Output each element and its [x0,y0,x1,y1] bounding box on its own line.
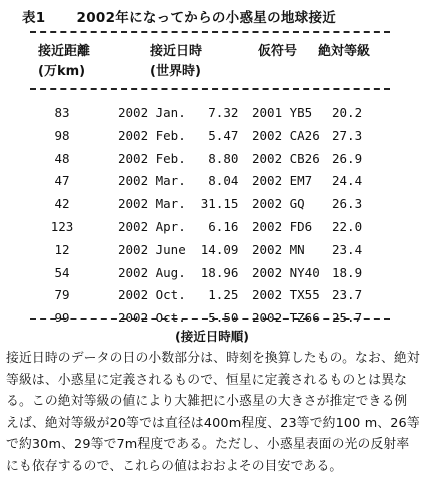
cell-date [118,262,238,284]
top-rule [30,31,390,33]
cell-date-month: Feb. [155,150,186,166]
table-row [0,193,424,215]
cell-distance: 42 [54,196,70,212]
cell-magnitude: 20.2 [332,105,363,120]
header-distance [38,42,90,82]
cell-distance: 12 [54,241,70,257]
cell-designation-year: 2001 [252,105,283,120]
cell-date-month: Aug. [155,264,186,280]
table-label: 表1 [22,10,46,26]
cell-date-year: 2002 [118,219,149,234]
cell-designation-year: 2002 [252,241,283,257]
cell-date-year: 2002 [118,196,149,212]
cell-date-day: 5.47 [208,127,239,143]
cell-date [118,102,238,124]
cell-designation-code: CB26 [289,150,320,166]
cell-distance: 47 [54,173,70,189]
cell-date [118,170,238,192]
cell-date-year: 2002 [118,105,149,120]
cell-designation-code: CA26 [289,127,320,143]
cell-designation-year: 2002 [252,264,283,280]
cell-date-year: 2002 [118,310,149,326]
table-row [0,262,424,284]
cell-magnitude: 26.9 [332,150,363,166]
table-row [0,216,424,238]
cell-date-year: 2002 [118,173,149,189]
cell-date-year: 2002 [118,127,149,143]
cell-magnitude: 26.3 [332,196,363,212]
cell-date-month: Mar. [155,196,186,212]
cell-distance: 79 [54,287,70,303]
cell-date-month: Feb. [155,127,186,143]
cell-designation [252,170,312,192]
cell-date-year: 2002 [118,264,149,280]
cell-magnitude: 18.9 [332,264,363,280]
cell-designation [252,102,312,124]
cell-magnitude: 23.7 [332,287,363,303]
table-row [0,125,424,147]
header-date-label: 接近日時 [150,44,203,59]
cell-designation-code: GQ [289,196,305,212]
cell-date-day: 8.80 [208,150,239,166]
header-rule [30,88,390,90]
cell-designation-code: TX55 [289,287,320,303]
cell-date-month: Mar. [155,173,186,189]
cell-date-day: 1.25 [208,287,239,303]
cell-designation [252,148,320,170]
cell-date [118,216,238,238]
cell-designation-code: MN [289,241,305,257]
header-magnitude: 絶対等級 [318,44,371,59]
cell-date-month: Oct. [155,310,186,326]
header-date [150,42,202,82]
cell-date-year: 2002 [118,150,149,166]
cell-designation-year: 2002 [252,219,283,234]
table-row [0,170,424,192]
cell-date-day: 5.50 [208,310,239,326]
cell-distance: 123 [50,219,74,234]
header-distance-unit: (万km) [38,64,86,79]
cell-designation-year: 2002 [252,127,283,143]
cell-date-day: 31.15 [200,196,239,212]
cell-date [118,239,238,261]
cell-designation-year: 2002 [252,287,283,303]
cell-designation-code: NY40 [289,264,320,280]
cell-distance: 83 [54,105,70,120]
cell-designation [252,284,320,306]
cell-date-day: 14.09 [200,241,239,257]
cell-designation-year: 2002 [252,150,283,166]
cell-date-year: 2002 [118,241,149,257]
cell-designation [252,193,305,215]
cell-date-day: 7.32 [208,105,239,120]
cell-designation-year: 2002 [252,173,283,189]
cell-distance: 99 [54,310,70,326]
table-caption: (接近日時順) [175,329,249,344]
cell-date [118,125,238,147]
cell-date-day: 6.16 [208,219,239,234]
cell-date-month: June [155,241,186,257]
cell-designation [252,216,312,238]
cell-date [118,284,238,306]
cell-magnitude: 25.7 [332,310,363,326]
cell-date-day: 8.04 [208,173,239,189]
cell-designation [252,239,305,261]
cell-designation-code: EM7 [289,173,313,189]
cell-designation [252,262,320,284]
table-row [0,148,424,170]
cell-date [118,148,238,170]
cell-designation-year: 2002 [252,196,283,212]
table-title-text: 2002年になってからの小惑星の地球接近 [76,10,337,26]
cell-magnitude: 23.4 [332,241,363,257]
cell-distance: 54 [54,264,70,280]
cell-magnitude: 27.3 [332,127,363,143]
table-row [0,284,424,306]
cell-date-day: 18.96 [200,264,239,280]
note-paragraph: 接近日時のデータの日の小数部分は、時刻を換算したもの。なお、絶対等級は、小惑星に定義されるもので、恒星に定義されるものとは異なる。この絶対等級の値により大雑把に小惑星の大きさが推定できる例えば、絶対等級が20等では直径は400m程度、23等で約100 m、26等で約30m、29等で7m程度である。ただし、小惑星表面の光の反射率にも依存するので、これらの値はおおよその目安である。 [6,351,420,474]
cell-date-month: Apr. [155,219,186,234]
cell-date-month: Oct. [155,287,186,303]
header-designation: 仮符号 [258,44,298,59]
cell-magnitude: 22.0 [332,219,363,234]
table-row [0,102,424,124]
cell-distance: 48 [54,150,70,166]
table-title [22,6,336,26]
cell-date [118,193,238,215]
cell-date-month: Jan. [155,105,186,120]
cell-designation-year: 2002 [252,310,283,326]
cell-designation-code: TZ66 [289,310,320,326]
cell-date-year: 2002 [118,287,149,303]
cell-magnitude: 24.4 [332,173,363,189]
header-date-unit: (世界時) [150,64,201,79]
table-row [0,239,424,261]
cell-designation [252,125,320,147]
cell-designation-code: YB5 [289,105,313,120]
cell-distance: 98 [54,127,70,143]
header-distance-label: 接近距離 [38,44,91,59]
bottom-rule [30,318,390,320]
cell-designation-code: FD6 [289,219,313,234]
